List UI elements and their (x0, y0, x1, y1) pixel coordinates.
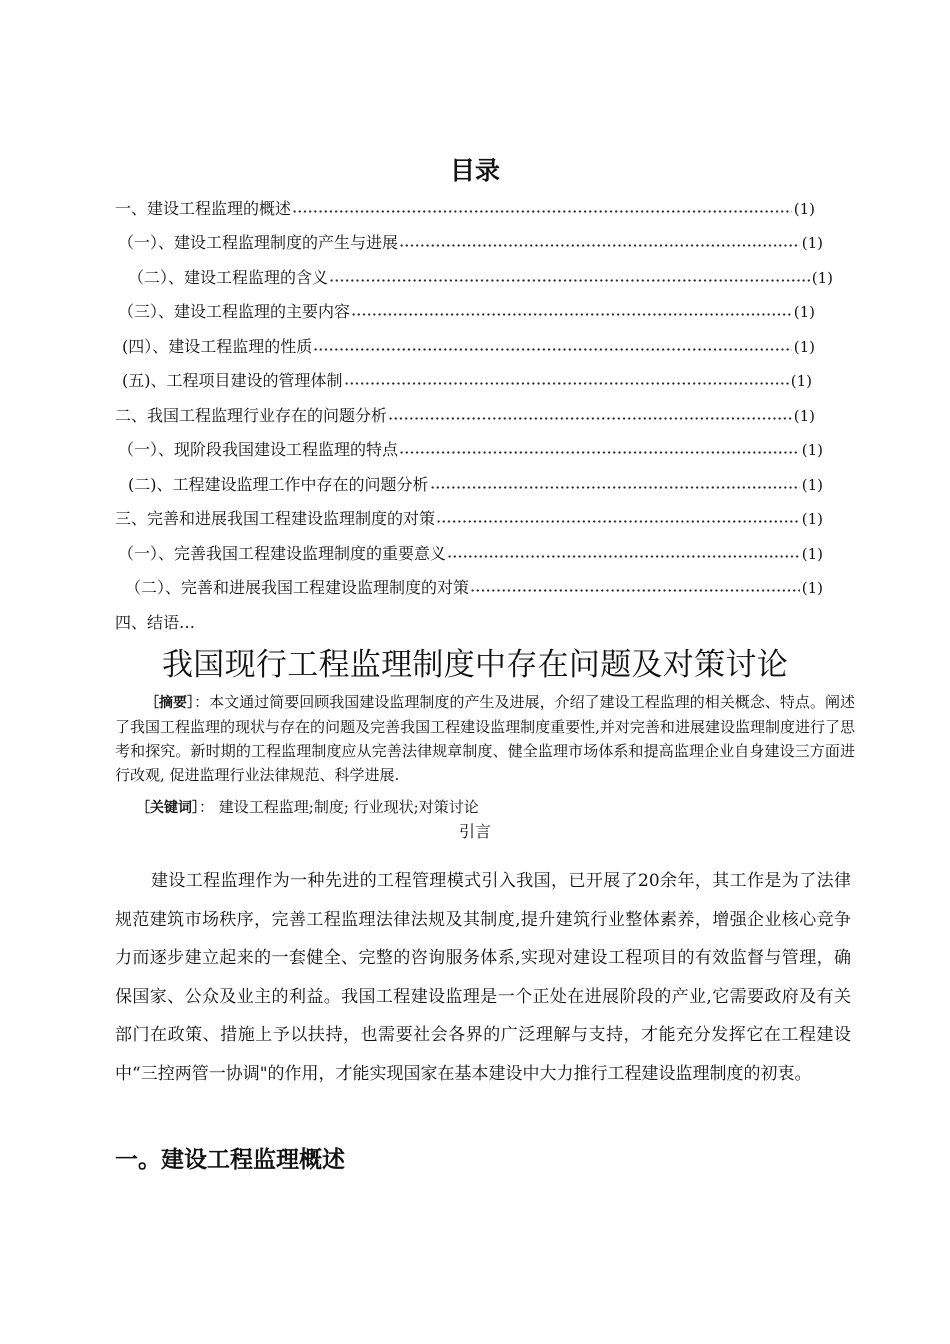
toc-entry-label: （二）、完善和进展我国工程建设监理制度的对策 (125, 578, 470, 597)
toc-leader-dots (344, 381, 789, 386)
toc-entry (115, 507, 823, 531)
toc-entry-label: 三、完善和进展我国工程建设监理制度的对策 (115, 509, 436, 528)
toc-entry-label: （一）、建设工程监理制度的产生与进展 (118, 233, 399, 252)
toc-entry-label: 四、结语… (115, 613, 196, 632)
article-title: 我国现行工程监理制度中存在问题及对策讨论 (162, 647, 788, 683)
toc-entry-page: (1) (793, 303, 815, 321)
abstract-label: ［摘要］ (145, 695, 195, 711)
toc-entry-label: 二、我国工程监理行业存在的问题分析 (115, 406, 388, 425)
toc-entry (118, 231, 823, 255)
toc-entry-page: (1) (790, 372, 812, 390)
toc-entry (118, 542, 823, 566)
toc-title: 目录 (449, 156, 500, 185)
toc-entry (122, 335, 815, 359)
toc-entry-page: (1) (801, 476, 823, 494)
toc-entry (115, 611, 195, 635)
toc-entry-page: (1) (793, 407, 815, 425)
toc-entry-page: (1) (801, 510, 823, 528)
toc-leader-dots (436, 519, 800, 524)
intro-heading: 引言 (458, 822, 491, 841)
toc-entry (128, 473, 823, 497)
toc-entry (115, 404, 815, 428)
toc-leader-dots (399, 450, 800, 455)
toc-entry (122, 369, 812, 393)
toc-entry (118, 438, 823, 462)
toc-entry (125, 576, 823, 600)
toc-entry-label: （一）、完善我国工程建设监理制度的重要意义 (118, 544, 447, 563)
keywords-line (136, 795, 479, 820)
toc-entry-page: (1) (811, 269, 833, 287)
toc-entry (128, 266, 833, 290)
toc-leader-dots (430, 485, 800, 490)
toc-entry-page: (1) (801, 441, 823, 459)
toc-leader-dots (313, 347, 792, 352)
toc-leader-dots (399, 243, 800, 248)
abstract-paragraph (115, 690, 855, 787)
toc-entry-label: (二)、工程建设监理工作中存在的问题分析 (128, 475, 429, 494)
toc-entry (115, 197, 815, 221)
toc-entry-page: (1) (801, 234, 823, 252)
keywords-text: ： 建设工程监理;制度; 行业现状;对策讨论 (199, 798, 479, 816)
toc-entry-label: (五)、工程项目建设的管理体制 (122, 371, 343, 390)
toc-leader-dots (447, 554, 800, 559)
section-heading: 一。建设工程监理概述 (115, 1147, 345, 1173)
toc-entry-page: (1) (801, 579, 823, 597)
toc-entry-page: (1) (801, 545, 823, 563)
toc-leader-dots (329, 278, 810, 283)
toc-entry (118, 300, 815, 324)
intro-paragraph: 建设工程监理作为一种先进的工程管理模式引入我国，已开展了20余年，其工作是为了法律规范建筑市场秩序，完善工程监理法律法规及其制度,提升建筑行业整体素养，增强企业核心竞争力而逐步建立起来的一套健全、完整的咨询服务体系,实现对建设工程项目的有效监督与管理，确保国家、公众及业主的利益。我国工程建设监理是一个正处在进展阶段的产业,它需要政府及有关部门在政策、措施上予以扶持，也需要社会各界的广泛理解与支持，才能充分发挥它在工程建设中“三控两管一协调"的作用，才能实现国家在基本建设中大力推行工程建设监理制度的初衷。 (115, 871, 851, 1084)
toc-leader-dots (292, 209, 792, 214)
toc-leader-dots (351, 312, 792, 317)
toc-entry-page: (1) (793, 338, 815, 356)
toc-entry-label: （二）、建设工程监理的含义 (128, 268, 329, 287)
toc-entry-label: （一）、现阶段我国建设工程监理的特点 (118, 440, 399, 459)
toc-entry-page: (1) (793, 200, 815, 218)
keywords-label: ［关键词］ (136, 800, 199, 816)
toc-leader-dots (388, 416, 792, 421)
toc-entry-label: （三）、建设工程监理的主要内容 (118, 302, 351, 321)
toc-leader-dots (470, 588, 800, 593)
toc-entry-label: (四）、建设工程监理的性质 (122, 337, 313, 356)
toc-entry-label: 一、建设工程监理的概述 (115, 199, 292, 218)
abstract-text: ：本文通过简要回顾我国建设监理制度的产生及进展，介绍了建设工程监理的相关概念、特点。阐述了我国工程监理的现状与存在的问题及完善我国工程建设监理制度重要性,并对完善和进展建设监理制度进行了思考和探究。新时期的工程监理制度应从完善法律规章制度、健全监理市场体系和提高监理企业自身建设三方面进行改观, 促进监理行业法律规范、科学进展. (115, 693, 855, 784)
